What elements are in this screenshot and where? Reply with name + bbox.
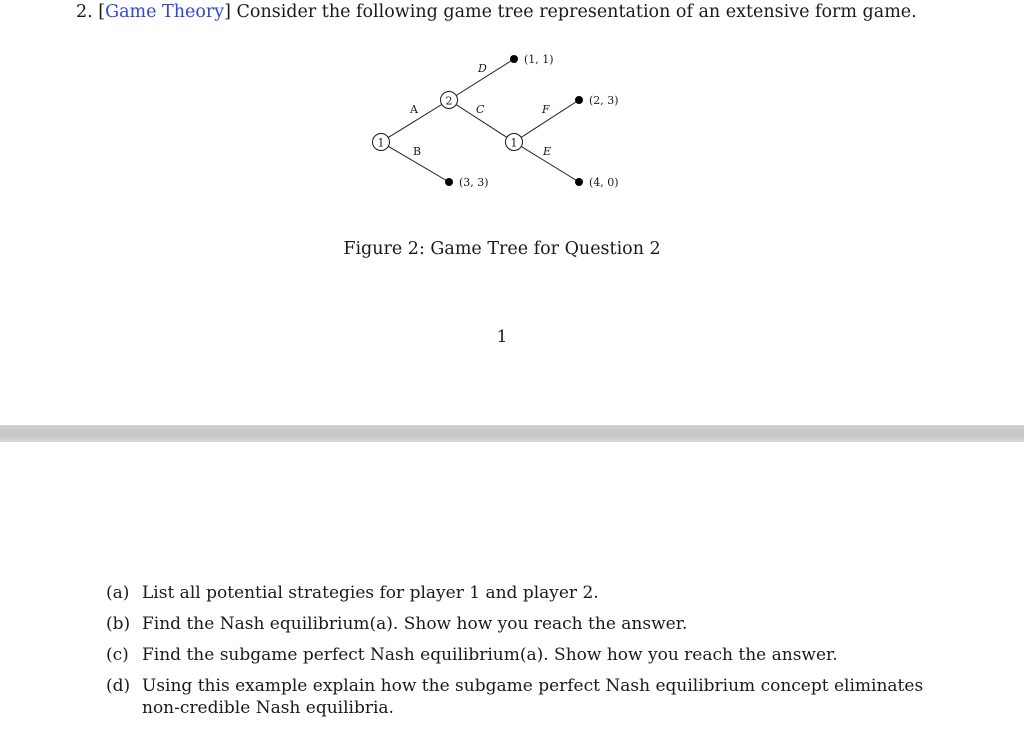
terminal-node-E [575, 178, 583, 186]
action-label-F: F [542, 103, 550, 116]
action-label-C: C [476, 103, 485, 116]
subquestion-label: (a) [106, 583, 130, 603]
game-tree [0, 0, 1024, 230]
terminal-node-F [575, 96, 583, 104]
action-label-D: D [478, 62, 487, 75]
topic-bracket-open: [ [98, 2, 106, 22]
payoff-D: (1, 1) [524, 53, 554, 66]
question-number: 2. [76, 2, 93, 22]
subquestion-list [106, 582, 956, 728]
payoff-E: (4, 0) [589, 176, 619, 189]
subquestion-text: Find the Nash equilibrium(a). Show how you reach the answer. [142, 614, 688, 634]
figure-caption: Figure 2: Game Tree for Question 2 [343, 239, 661, 259]
subquestion-a [106, 582, 956, 604]
payoff-B: (3, 3) [459, 176, 489, 189]
subquestion-text: Using this example explain how the subgame perfect Nash equilibrium concept eliminates non-credible Nash equilibria. [142, 676, 924, 718]
action-label-B: B [413, 145, 422, 158]
subquestion-d [106, 675, 956, 719]
subquestion-c [106, 644, 956, 666]
player1-second-node-player: 1 [510, 136, 518, 150]
subquestion-label: (d) [106, 676, 131, 696]
player2-node-player: 2 [445, 94, 453, 108]
question-text: Consider the following game tree representation of an extensive form game. [236, 2, 917, 22]
terminal-node-D [510, 55, 518, 63]
page-number: 1 [496, 327, 508, 347]
page-separator [0, 425, 1024, 442]
root-node-player: 1 [377, 136, 385, 150]
subquestion-text: Find the subgame perfect Nash equilibrium(a). Show how you reach the answer. [142, 645, 838, 665]
subquestion-label: (c) [106, 645, 129, 665]
subquestion-b [106, 613, 956, 635]
topic-bracket-close: ] [224, 2, 231, 22]
topic-link[interactable]: Game Theory [105, 2, 225, 22]
subquestion-label: (b) [106, 614, 131, 634]
payoff-F: (2, 3) [589, 94, 619, 107]
terminal-node-B [445, 178, 453, 186]
action-label-E: E [543, 145, 552, 158]
action-label-A: A [410, 103, 418, 116]
subquestion-text: List all potential strategies for player 1 and player 2. [142, 583, 599, 603]
